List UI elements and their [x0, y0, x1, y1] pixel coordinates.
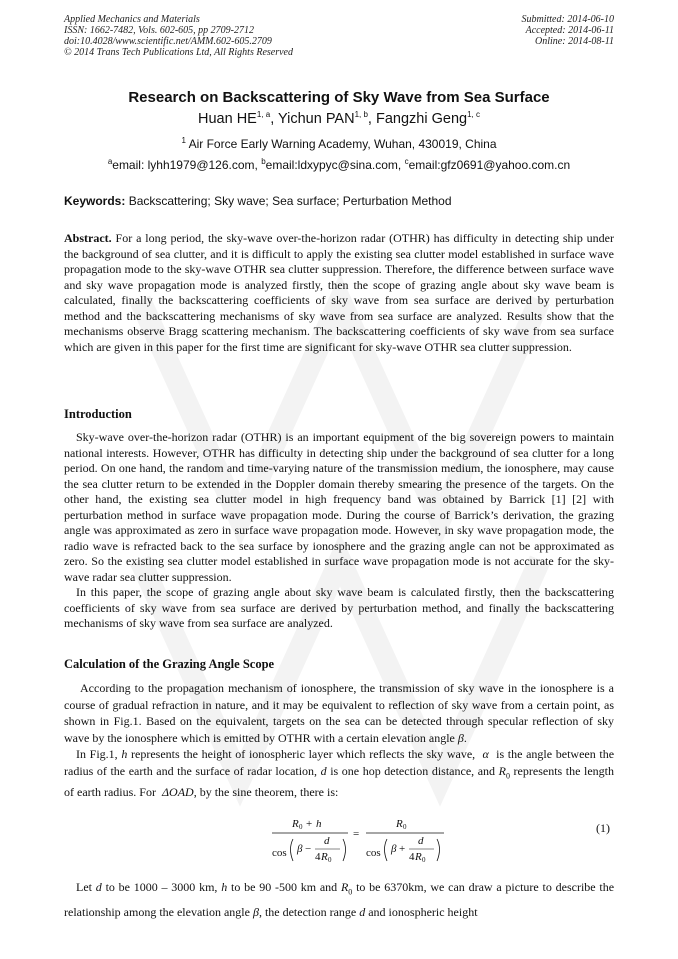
issn: ISSN: 1662-7482, Vols. 602-605, pp 2709-2712 [64, 25, 254, 36]
author-name: Huan HE [198, 111, 257, 127]
abstract-text: For a long period, the sky-wave over-the-horizon radar (OTHR) has difficulty in detecting ship under the background of sea clutter, and it is difficult to apply the existing sea clutter model established in surface wave propagation mode to the sky-wave OTHR sea clutter suppression. Therefore, the difference between surface wave and sky wave propagation mode is analyzed firstly, then the scope of grazing angle about sky wave beam is calculated, finally the backscattering coefficients of sky wave from sea surface are derived by perturbation method and the backscattering mechanisms of sky wave from sea surface are analyzed. Results show that the mechanisms observe Bragg scattering mechanism. The backscattering coefficients of sky wave from sea surface which are given in this paper for the first time are significant for sky-wave OTHR sea clutter suppression. [64, 231, 615, 354]
svg-text:4: 4 [409, 851, 415, 863]
dates-info [522, 14, 615, 47]
author-sup: 1, b [354, 110, 368, 120]
svg-text:R: R [292, 818, 299, 830]
email-sup: b [261, 157, 266, 166]
email-sup: c [404, 157, 409, 166]
abstract [64, 231, 614, 355]
online-date: Online: 2014-08-11 [535, 36, 614, 47]
equation-1 [270, 816, 470, 872]
author-emails [0, 158, 678, 172]
affil-text: Air Force Early Warning Academy, Wuhan, 430019, China [188, 137, 497, 151]
email-a: email: lyhh1979@126.com, [112, 158, 258, 172]
keywords-label: Keywords: [64, 194, 126, 208]
author-list: Huan HE$^{1, a}$, Yichun PAN$^{1, b}$, Fangzhi Geng$^{1, c}$ [198, 110, 480, 127]
introduction-body [64, 430, 614, 632]
section-heading-calculation: Calculation of the Grazing Angle Scope [64, 657, 275, 671]
affiliation [0, 137, 678, 151]
svg-text:d: d [418, 835, 424, 847]
submitted-date: Submitted: 2014-06-10 [521, 14, 614, 25]
affil-sup: 1 [181, 136, 186, 145]
svg-text:cos: cos [272, 847, 287, 859]
keywords [64, 194, 614, 208]
paragraph: In Fig.1, h represents the height of ionospheric layer which reflects the sky wave, α is the angle between the radius of the earth and the surface of radar location, d is one hop detection distance, and $R_0$ represents the length of earth radius. For ΔOAD, by the sine theorem, there is: [64, 747, 615, 800]
svg-text:−: − [305, 843, 312, 855]
keywords-text: Backscattering; Sky wave; Sea surface; Perturbation Method [128, 194, 452, 208]
svg-text:=: = [353, 828, 360, 840]
author-name: Fangzhi Geng [375, 111, 468, 127]
svg-text:0: 0 [422, 856, 426, 864]
svg-text:R: R [321, 851, 328, 863]
svg-text:0: 0 [403, 823, 407, 831]
journal-name: Applied Mechanics and Materials [64, 14, 200, 25]
email-sup: a [107, 157, 113, 166]
paper-title: Research on Backscattering of Sky Wave from Sea Surface [128, 89, 550, 106]
svg-text:0: 0 [328, 856, 332, 864]
doi: doi:10.4028/www.scientific.net/AMM.602-605.2709 [64, 36, 272, 47]
equation-number: (1) [596, 821, 610, 835]
paragraph: Let d to be 1000 – 3000 km, h to be 90 -500 km and $R_0$ to be 6370km, we can draw a picture to describe the relationship among the elevation angle β, the detection range d and ionospheric height [64, 880, 615, 920]
svg-text:d: d [324, 835, 330, 847]
abstract-label: Abstract. [64, 231, 112, 245]
author-name: Yichun PAN [278, 111, 355, 127]
author-sup: 1, a [256, 110, 271, 120]
email-c: email:gfz0691@yahoo.com.cn [408, 158, 571, 172]
svg-text:β: β [391, 843, 397, 855]
paragraph: According to the propagation mechanism of ionosphere, the transmission of sky wave in the ionosphere is a course of gradual refraction in nature, and it may be equivalent to reflection of sky wave from a certain point, as shown in Fig.1. Based on the equivalent, targets on the sea can be detected through specular reflection of sky wave by the ionosphere which is emitted by OTHR with a certain elevation angle β. [64, 681, 614, 745]
accepted-date: Accepted: 2014-06-11 [525, 25, 614, 36]
svg-text:R: R [415, 851, 422, 863]
svg-text:0: 0 [299, 823, 303, 831]
email-b: email:ldxypyc@sina.com, [265, 158, 402, 172]
svg-text:h: h [316, 818, 322, 830]
svg-text:R: R [396, 818, 403, 830]
paragraph: Sky-wave over-the-horizon radar (OTHR) is an important equipment of the big sovereign powers to maintain national interests. However, OTHR has difficulty in detecting ship under the background of sea clutter for a long period. On one hand, the random and time-varying nature of the transmission medium, the ionosphere, may cause the sea clutter return to be extended in the Doppler domain thereby smearing the presence of the targets. On the other hand, the existing sea clutter model in high frequency band was obtained by Barrick [1] [2] with perturbation method in surface wave propagation mode. During the course of Barrick’s derivation, the grazing angle was approximated as zero in surface wave propagation mode. However, in sky wave propagation mode, the radio wave is refracted back to the sea surface by ionosphere and the grazing angle can not be approximated as zero. So the existing sea clutter model established in surface wave propagation mode is not accurate for the sky-wave radar sea clutter suppression. [64, 430, 614, 584]
calculation-body [64, 680, 614, 801]
svg-text:cos: cos [366, 847, 381, 859]
svg-text:β: β [297, 843, 303, 855]
svg-text:+: + [399, 843, 406, 855]
paragraph: In this paper, the scope of grazing angle about sky wave beam is calculated firstly, then the backscattering coefficients of sky wave from sea surface are derived by perturbation method, and finally the backscattering mechanisms of sky wave from sea surface are analyzed. [64, 585, 614, 630]
journal-info [64, 14, 293, 58]
svg-text:4: 4 [315, 851, 321, 863]
section-heading-introduction: Introduction [64, 407, 132, 421]
copyright: © 2014 Trans Tech Publications Ltd, All Rights Reserved [64, 47, 293, 58]
closing-paragraph [64, 877, 614, 922]
svg-text:+: + [306, 818, 313, 830]
author-sup: 1, c [467, 110, 480, 120]
